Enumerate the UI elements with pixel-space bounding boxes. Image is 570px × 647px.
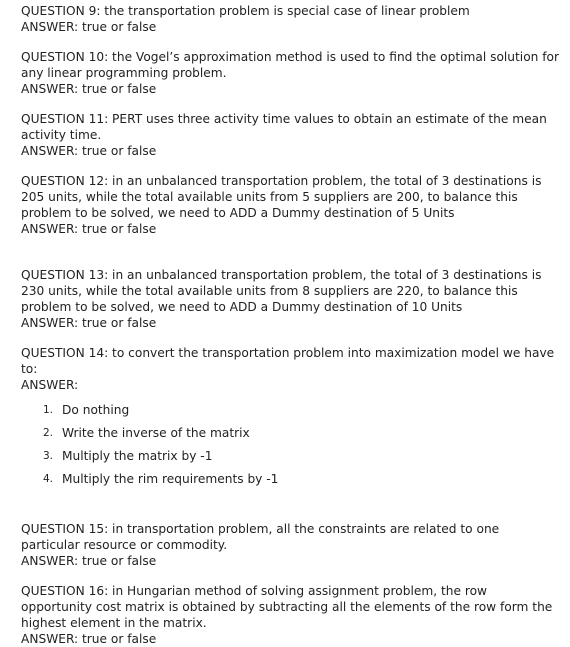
option-number: 2. [42,427,53,439]
question-text: QUESTION 16: in Hungarian method of solving assignment problem, the row opportunity cost matrix is obtained by subtracting all the elements of the row form the highest element in the matrix. [21,584,553,630]
question-text: QUESTION 10: the Vogel’s approximation method is used to find the optimal solution for any linear programming problem. [21,50,560,80]
option-text: Multiply the rim requirements by -1 [62,472,279,486]
answer-options-list [21,399,561,491]
question-15 [21,521,561,569]
answer-line: ANSWER: [21,378,79,392]
question-text: QUESTION 13: in an unbalanced transportation problem, the total of 3 destinations is 230 units, while the total available units from 8 suppliers are 220, to balance this problem to be solved, we need to ADD a Dummy destination of 10 Units [21,268,542,314]
question-text: QUESTION 11: PERT uses three activity time values to obtain an estimate of the mean activity time. [21,112,547,142]
question-10 [21,49,561,97]
question-text: QUESTION 9: the transportation problem is special case of linear problem [21,4,470,18]
question-document [21,3,561,647]
answer-line: ANSWER: true or false [21,316,157,330]
answer-option [21,422,561,445]
question-text: QUESTION 15: in transportation problem, all the constraints are related to one particular resource or commodity. [21,522,500,552]
answer-line: ANSWER: true or false [21,20,157,34]
answer-option [21,445,561,468]
option-number: 1. [42,404,53,416]
question-12 [21,173,561,237]
question-text: QUESTION 12: in an unbalanced transportation problem, the total of 3 destinations is 205 units, while the total available units from 5 suppliers are 200, to balance this problem to be solved, we need to ADD a Dummy destination of 5 Units [21,174,542,220]
answer-option [21,399,561,422]
question-11 [21,111,561,159]
option-text: Multiply the matrix by -1 [62,449,213,463]
answer-line: ANSWER: true or false [21,632,157,646]
question-13 [21,267,561,331]
option-text: Write the inverse of the matrix [62,426,250,440]
answer-line: ANSWER: true or false [21,222,157,236]
option-text: Do nothing [62,403,130,417]
question-text: QUESTION 14: to convert the transportation problem into maximization model we have to: [21,346,555,376]
option-number: 3. [42,450,53,462]
question-16 [21,583,561,647]
answer-line: ANSWER: true or false [21,144,157,158]
answer-option [21,468,561,491]
question-14 [21,345,561,491]
option-number: 4. [42,473,53,485]
answer-line: ANSWER: true or false [21,82,157,96]
answer-line: ANSWER: true or false [21,554,157,568]
question-9 [21,3,561,35]
